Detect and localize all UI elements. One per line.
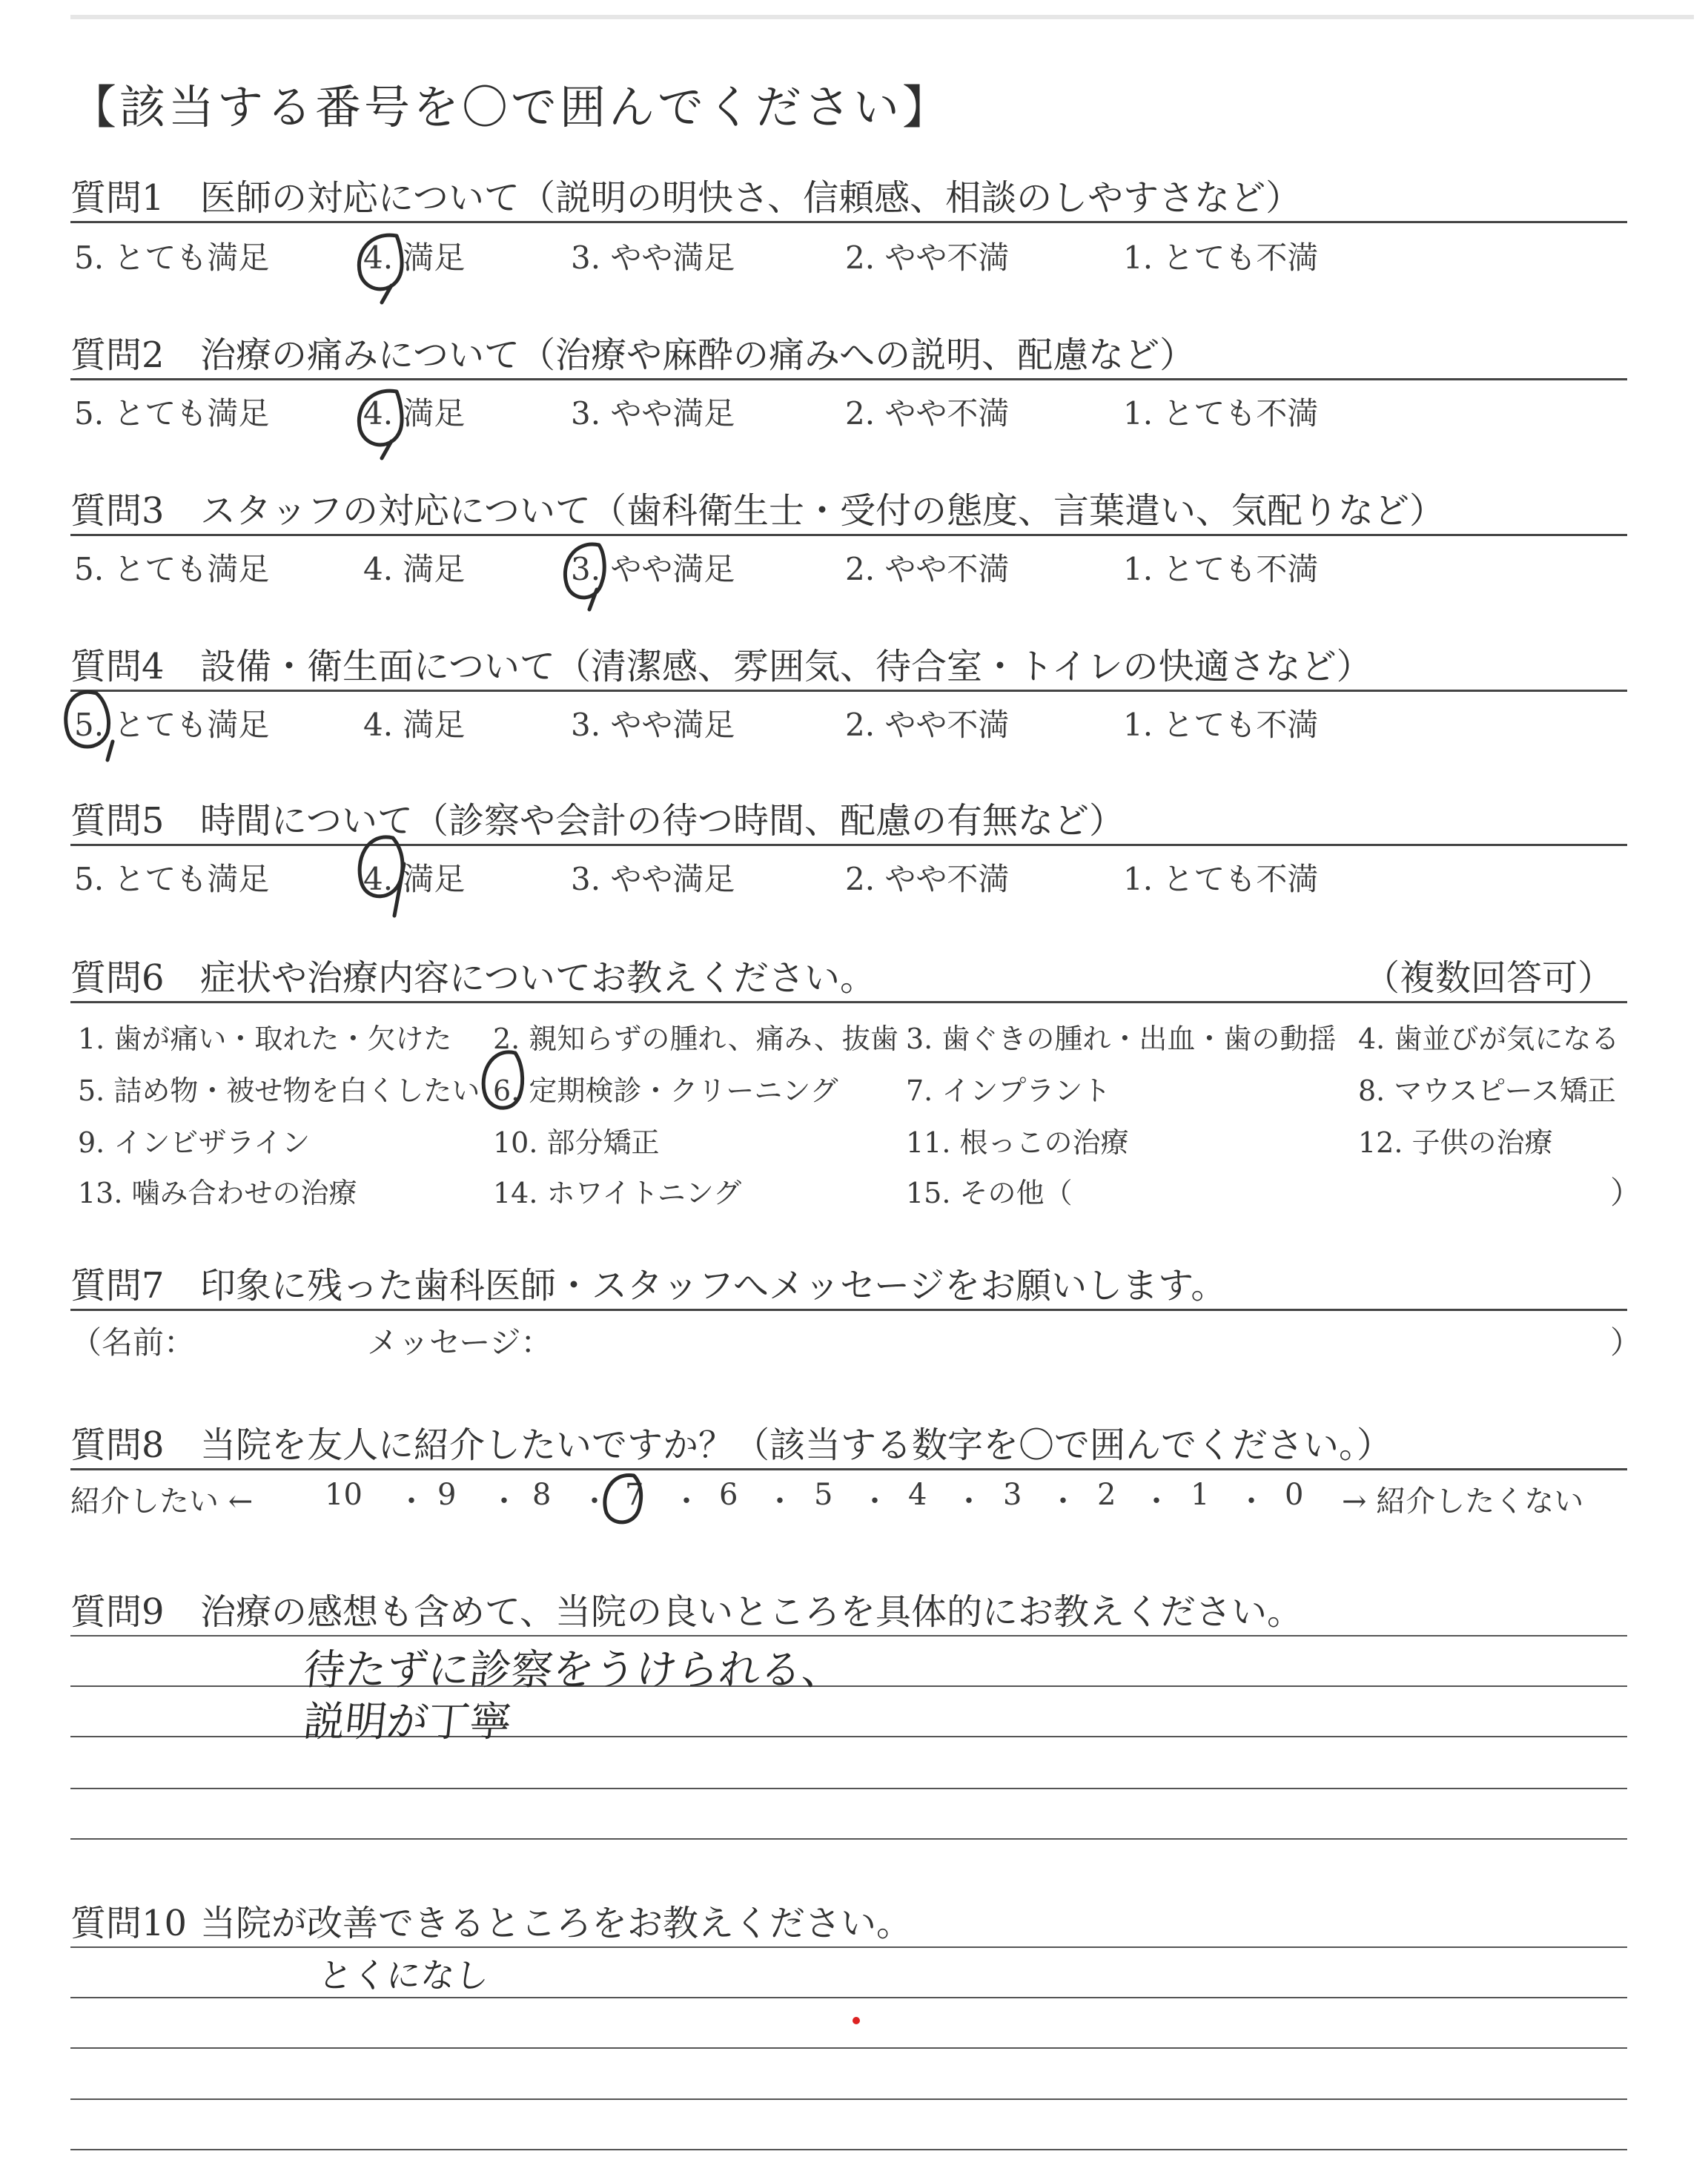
scale-value[interactable]: 6 bbox=[719, 1478, 738, 1512]
symptom-option[interactable]: 2. 親知らずの腫れ、痛み、抜歯 bbox=[493, 1023, 898, 1055]
option-2[interactable]: 2. やや不満 bbox=[845, 395, 1010, 432]
answer-line bbox=[70, 2149, 1627, 2150]
answer-line bbox=[70, 2047, 1627, 2049]
answer-line bbox=[70, 1946, 1627, 1948]
question-text: スタッフの対応について（歯科衛生士・受付の態度、言葉遣い、気配りなど） bbox=[200, 490, 1446, 532]
symptom-option[interactable]: 11. 根っこの治療 bbox=[906, 1126, 1129, 1159]
scale-dot: ・ bbox=[1237, 1484, 1266, 1519]
scale-value[interactable]: 9 bbox=[437, 1478, 457, 1512]
scale-dot: ・ bbox=[1142, 1484, 1171, 1519]
question-8-title bbox=[70, 1416, 1627, 1467]
scale-dot: ・ bbox=[860, 1484, 890, 1519]
symptom-option[interactable]: 7. インプラント bbox=[906, 1074, 1111, 1107]
option-3[interactable]: 3. やや満足 bbox=[571, 551, 735, 587]
option-1[interactable]: 1. とても不満 bbox=[1123, 551, 1319, 587]
option-3[interactable]: 3. やや満足 bbox=[571, 240, 735, 276]
question-2-title bbox=[70, 326, 1627, 377]
scale-dot: ・ bbox=[954, 1484, 984, 1519]
answer-line bbox=[70, 1788, 1627, 1789]
option-4[interactable]: 4. 満足 bbox=[363, 240, 466, 276]
question-number: 質問9 bbox=[70, 1591, 165, 1633]
option-4[interactable]: 4. 満足 bbox=[363, 551, 466, 587]
option-5[interactable]: 5. とても満足 bbox=[74, 240, 270, 276]
question-number: 質問10 bbox=[70, 1903, 188, 1944]
scale-value[interactable]: 1 bbox=[1191, 1478, 1210, 1512]
symptom-option[interactable]: 5. 詰め物・被せ物を白くしたい bbox=[78, 1074, 480, 1107]
recommend-left-label: 紹介したい ← bbox=[70, 1484, 254, 1519]
red-ink-dot bbox=[853, 2017, 860, 2024]
scale-dot: ・ bbox=[397, 1484, 426, 1519]
question-1-title bbox=[70, 169, 1627, 220]
question-number: 質問6 bbox=[70, 957, 165, 999]
option-5[interactable]: 5. とても満足 bbox=[74, 707, 270, 743]
divider bbox=[70, 221, 1627, 223]
question-text: 当院を友人に紹介したいですか？（該当する数字を〇で囲んでください。） bbox=[200, 1424, 1393, 1466]
option-2[interactable]: 2. やや不満 bbox=[845, 707, 1010, 743]
divider bbox=[70, 690, 1627, 692]
scale-dot: ・ bbox=[580, 1484, 609, 1519]
question-text: 時間について（診察や会計の待つ時間、配慮の有無など） bbox=[200, 800, 1125, 842]
top-border bbox=[70, 15, 1694, 19]
symptom-option[interactable]: 3. 歯ぐきの腫れ・出血・歯の動揺 bbox=[906, 1023, 1337, 1055]
divider bbox=[70, 1309, 1627, 1311]
scale-value[interactable]: 3 bbox=[1003, 1478, 1022, 1512]
question-9-title bbox=[70, 1583, 1627, 1634]
option-2[interactable]: 2. やや不満 bbox=[845, 551, 1010, 587]
question-text: 治療の痛みについて（治療や麻酔の痛みへの説明、配慮など） bbox=[200, 334, 1196, 376]
divider bbox=[70, 378, 1627, 380]
question-text: 医師の対応について（説明の明快さ、信頼感、相談のしやすさなど） bbox=[200, 177, 1302, 219]
question-3-title bbox=[70, 482, 1627, 533]
divider bbox=[70, 844, 1627, 846]
question-5-title bbox=[70, 792, 1627, 843]
option-4[interactable]: 4. 満足 bbox=[363, 395, 466, 432]
page-title: 【該当する番号を〇で囲んでください】 bbox=[70, 80, 952, 134]
option-5[interactable]: 5. とても満足 bbox=[74, 395, 270, 432]
question-7-title bbox=[70, 1257, 1627, 1308]
symptom-option[interactable]: 14. ホワイトニング bbox=[493, 1177, 742, 1209]
symptom-option[interactable]: 8. マウスピース矯正 bbox=[1358, 1074, 1616, 1107]
option-1[interactable]: 1. とても不満 bbox=[1123, 240, 1319, 276]
scale-value[interactable]: 4 bbox=[908, 1478, 927, 1512]
scale-dot: ・ bbox=[765, 1484, 795, 1519]
scale-dot: ・ bbox=[672, 1484, 701, 1519]
question-4-title bbox=[70, 638, 1627, 689]
multiple-answer-note: （複数回答可） bbox=[1364, 957, 1614, 999]
question-number: 質問7 bbox=[70, 1265, 165, 1307]
answer-line bbox=[70, 1635, 1627, 1636]
handwritten-answer: 説明が丁寧 bbox=[301, 1698, 514, 1746]
message-label: メッセージ： bbox=[367, 1324, 552, 1361]
question-number: 質問4 bbox=[70, 646, 165, 687]
answer-line bbox=[70, 1838, 1627, 1840]
divider bbox=[70, 1001, 1627, 1003]
question-10-title bbox=[70, 1895, 1627, 1946]
option-2[interactable]: 2. やや不満 bbox=[845, 861, 1010, 897]
recommend-right-label: → 紹介したくない bbox=[1342, 1484, 1584, 1519]
question-text: 設備・衛生面について（清潔感、雰囲気、待合室・トイレの快適さなど） bbox=[200, 646, 1372, 687]
answer-line bbox=[70, 1997, 1627, 1998]
name-label: （名前： bbox=[70, 1324, 196, 1361]
question-text: 治療の感想も含めて、当院の良いところを具体的にお教えください。 bbox=[200, 1591, 1303, 1633]
handwritten-answer: 待たずに診察をうけられる、 bbox=[301, 1646, 846, 1694]
option-1[interactable]: 1. とても不満 bbox=[1123, 395, 1319, 432]
option-2[interactable]: 2. やや不満 bbox=[845, 240, 1010, 276]
question-number: 質問8 bbox=[70, 1424, 165, 1466]
option-4[interactable]: 4. 満足 bbox=[363, 707, 466, 743]
question-text: 印象に残った歯科医師・スタッフへメッセージをお願いします。 bbox=[200, 1265, 1227, 1307]
answer-line bbox=[70, 2098, 1627, 2100]
question-number: 質問2 bbox=[70, 334, 165, 376]
option-1[interactable]: 1. とても不満 bbox=[1123, 707, 1319, 743]
handwritten-answer: とくになし bbox=[316, 1955, 491, 1995]
scale-value[interactable]: 5 bbox=[814, 1478, 833, 1512]
option-3[interactable]: 3. やや満足 bbox=[571, 707, 735, 743]
symptom-option[interactable]: 15. その他（ bbox=[906, 1177, 1073, 1209]
symptom-option[interactable]: 12. 子供の治療 bbox=[1358, 1126, 1553, 1159]
symptom-option[interactable]: 6. 定期検診・クリーニング bbox=[493, 1074, 838, 1107]
question-text: 当院が改善できるところをお教えください。 bbox=[200, 1903, 913, 1944]
scale-dot: ・ bbox=[489, 1484, 519, 1519]
question-number: 質問1 bbox=[70, 177, 165, 219]
question-number: 質問5 bbox=[70, 800, 165, 842]
question-text: 症状や治療内容についてお教えください。 bbox=[200, 957, 876, 999]
question-number: 質問3 bbox=[70, 490, 165, 532]
option-4[interactable]: 4. 満足 bbox=[363, 861, 466, 897]
divider bbox=[70, 1468, 1627, 1470]
scale-value[interactable]: 0 bbox=[1285, 1478, 1304, 1512]
scale-value[interactable]: 7 bbox=[625, 1478, 644, 1512]
option-1[interactable]: 1. とても不満 bbox=[1123, 861, 1319, 897]
symptom-option[interactable]: 13. 噛み合わせの治療 bbox=[78, 1177, 357, 1209]
option-3[interactable]: 3. やや満足 bbox=[571, 861, 735, 897]
scale-dot: ・ bbox=[1048, 1484, 1078, 1519]
option-5[interactable]: 5. とても満足 bbox=[74, 861, 270, 897]
scale-value[interactable]: 10 bbox=[325, 1478, 363, 1512]
symptom-option[interactable]: 9. インビザライン bbox=[78, 1126, 311, 1159]
option-5[interactable]: 5. とても満足 bbox=[74, 551, 270, 587]
message-close-paren: ） bbox=[1610, 1324, 1642, 1361]
symptom-option[interactable]: 10. 部分矯正 bbox=[493, 1126, 660, 1159]
other-close-paren: ） bbox=[1610, 1175, 1642, 1211]
scale-value[interactable]: 2 bbox=[1097, 1478, 1116, 1512]
option-3[interactable]: 3. やや満足 bbox=[571, 395, 735, 432]
scale-value[interactable]: 8 bbox=[532, 1478, 552, 1512]
divider bbox=[70, 534, 1627, 536]
symptom-option[interactable]: 1. 歯が痛い・取れた・欠けた bbox=[78, 1023, 452, 1055]
symptom-option[interactable]: 4. 歯並びが気になる bbox=[1358, 1023, 1620, 1055]
